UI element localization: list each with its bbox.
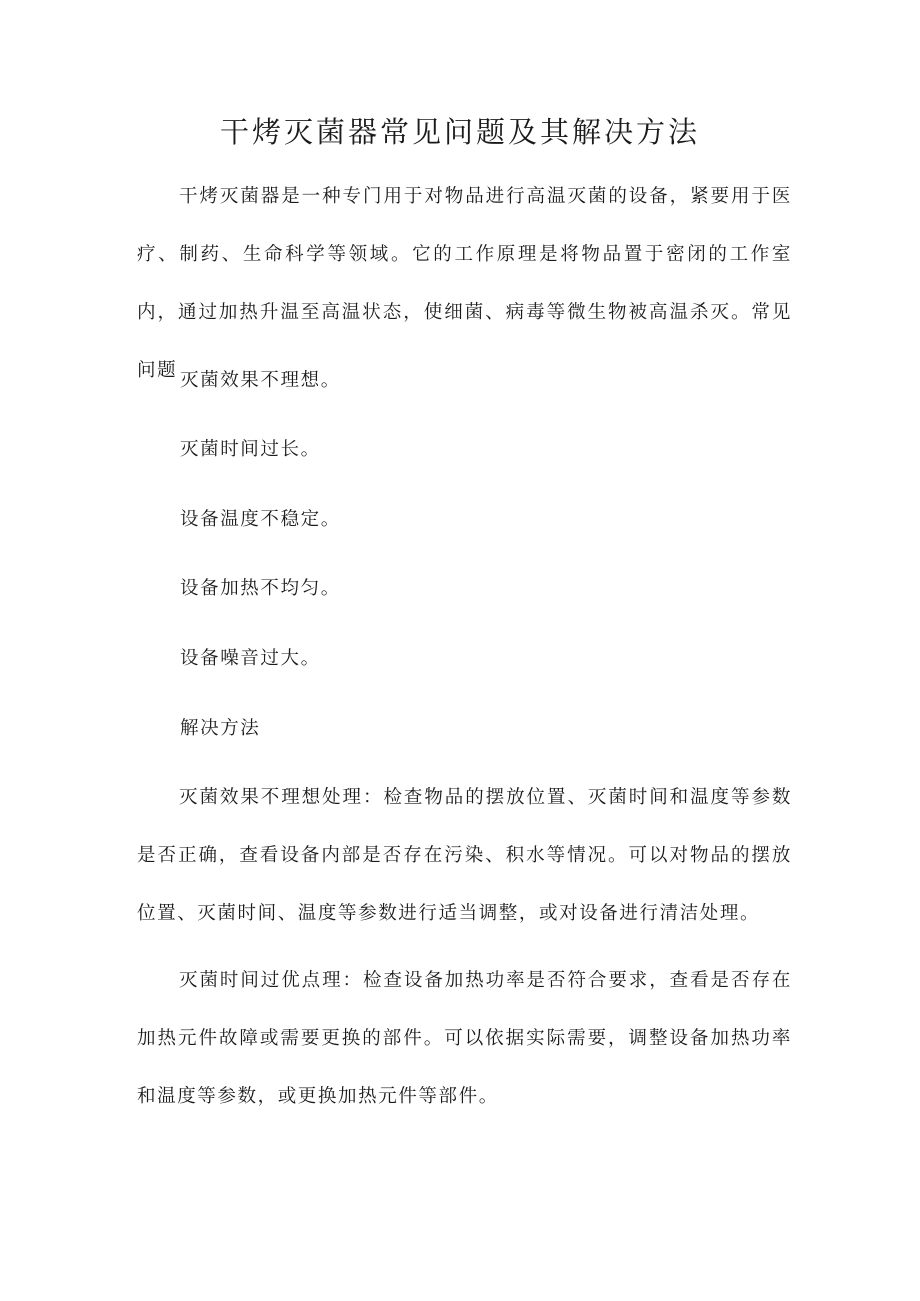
solution-paragraph-2: 灭菌时间过优点理：检查设备加热功率是否符合要求，查看是否存在加热元件故障或需要更换的部件。可以依据实际需要，调整设备加热功率和温度等参数，或更换加热元件等部件。 (137, 970, 792, 1107)
solutions-heading: 解决方法 (180, 718, 261, 739)
problem-item-2: 灭菌时间过长。 (180, 439, 321, 460)
document-title: 干烤灭菌器常见问题及其解决方法 (219, 115, 700, 149)
problem-item-4: 设备加热不均匀。 (180, 578, 341, 599)
problem-item-5: 设备噪音过大。 (180, 648, 321, 669)
problem-item-1: 灭菌效果不理想。 (180, 370, 341, 391)
intro-paragraph: 干烤灭菌器是一种专门用于对物品进行高温灭菌的设备，紧要用于医疗、制药、生命科学等领域。它的工作原理是将物品置于密闭的工作室内，通过加热升温至高温状态，使细菌、病毒等微生物被高温杀灭。常见问题 (137, 186, 792, 381)
solution-paragraph-1: 灭菌效果不理想处理：检查物品的摆放位置、灭菌时间和温度等参数是否正确，查看设备内部是否存在污染、积水等情况。可以对物品的摆放位置、灭菌时间、温度等参数进行适当调整，或对设备进行清洁处理。 (137, 787, 792, 924)
problem-item-3: 设备温度不稳定。 (180, 509, 341, 530)
